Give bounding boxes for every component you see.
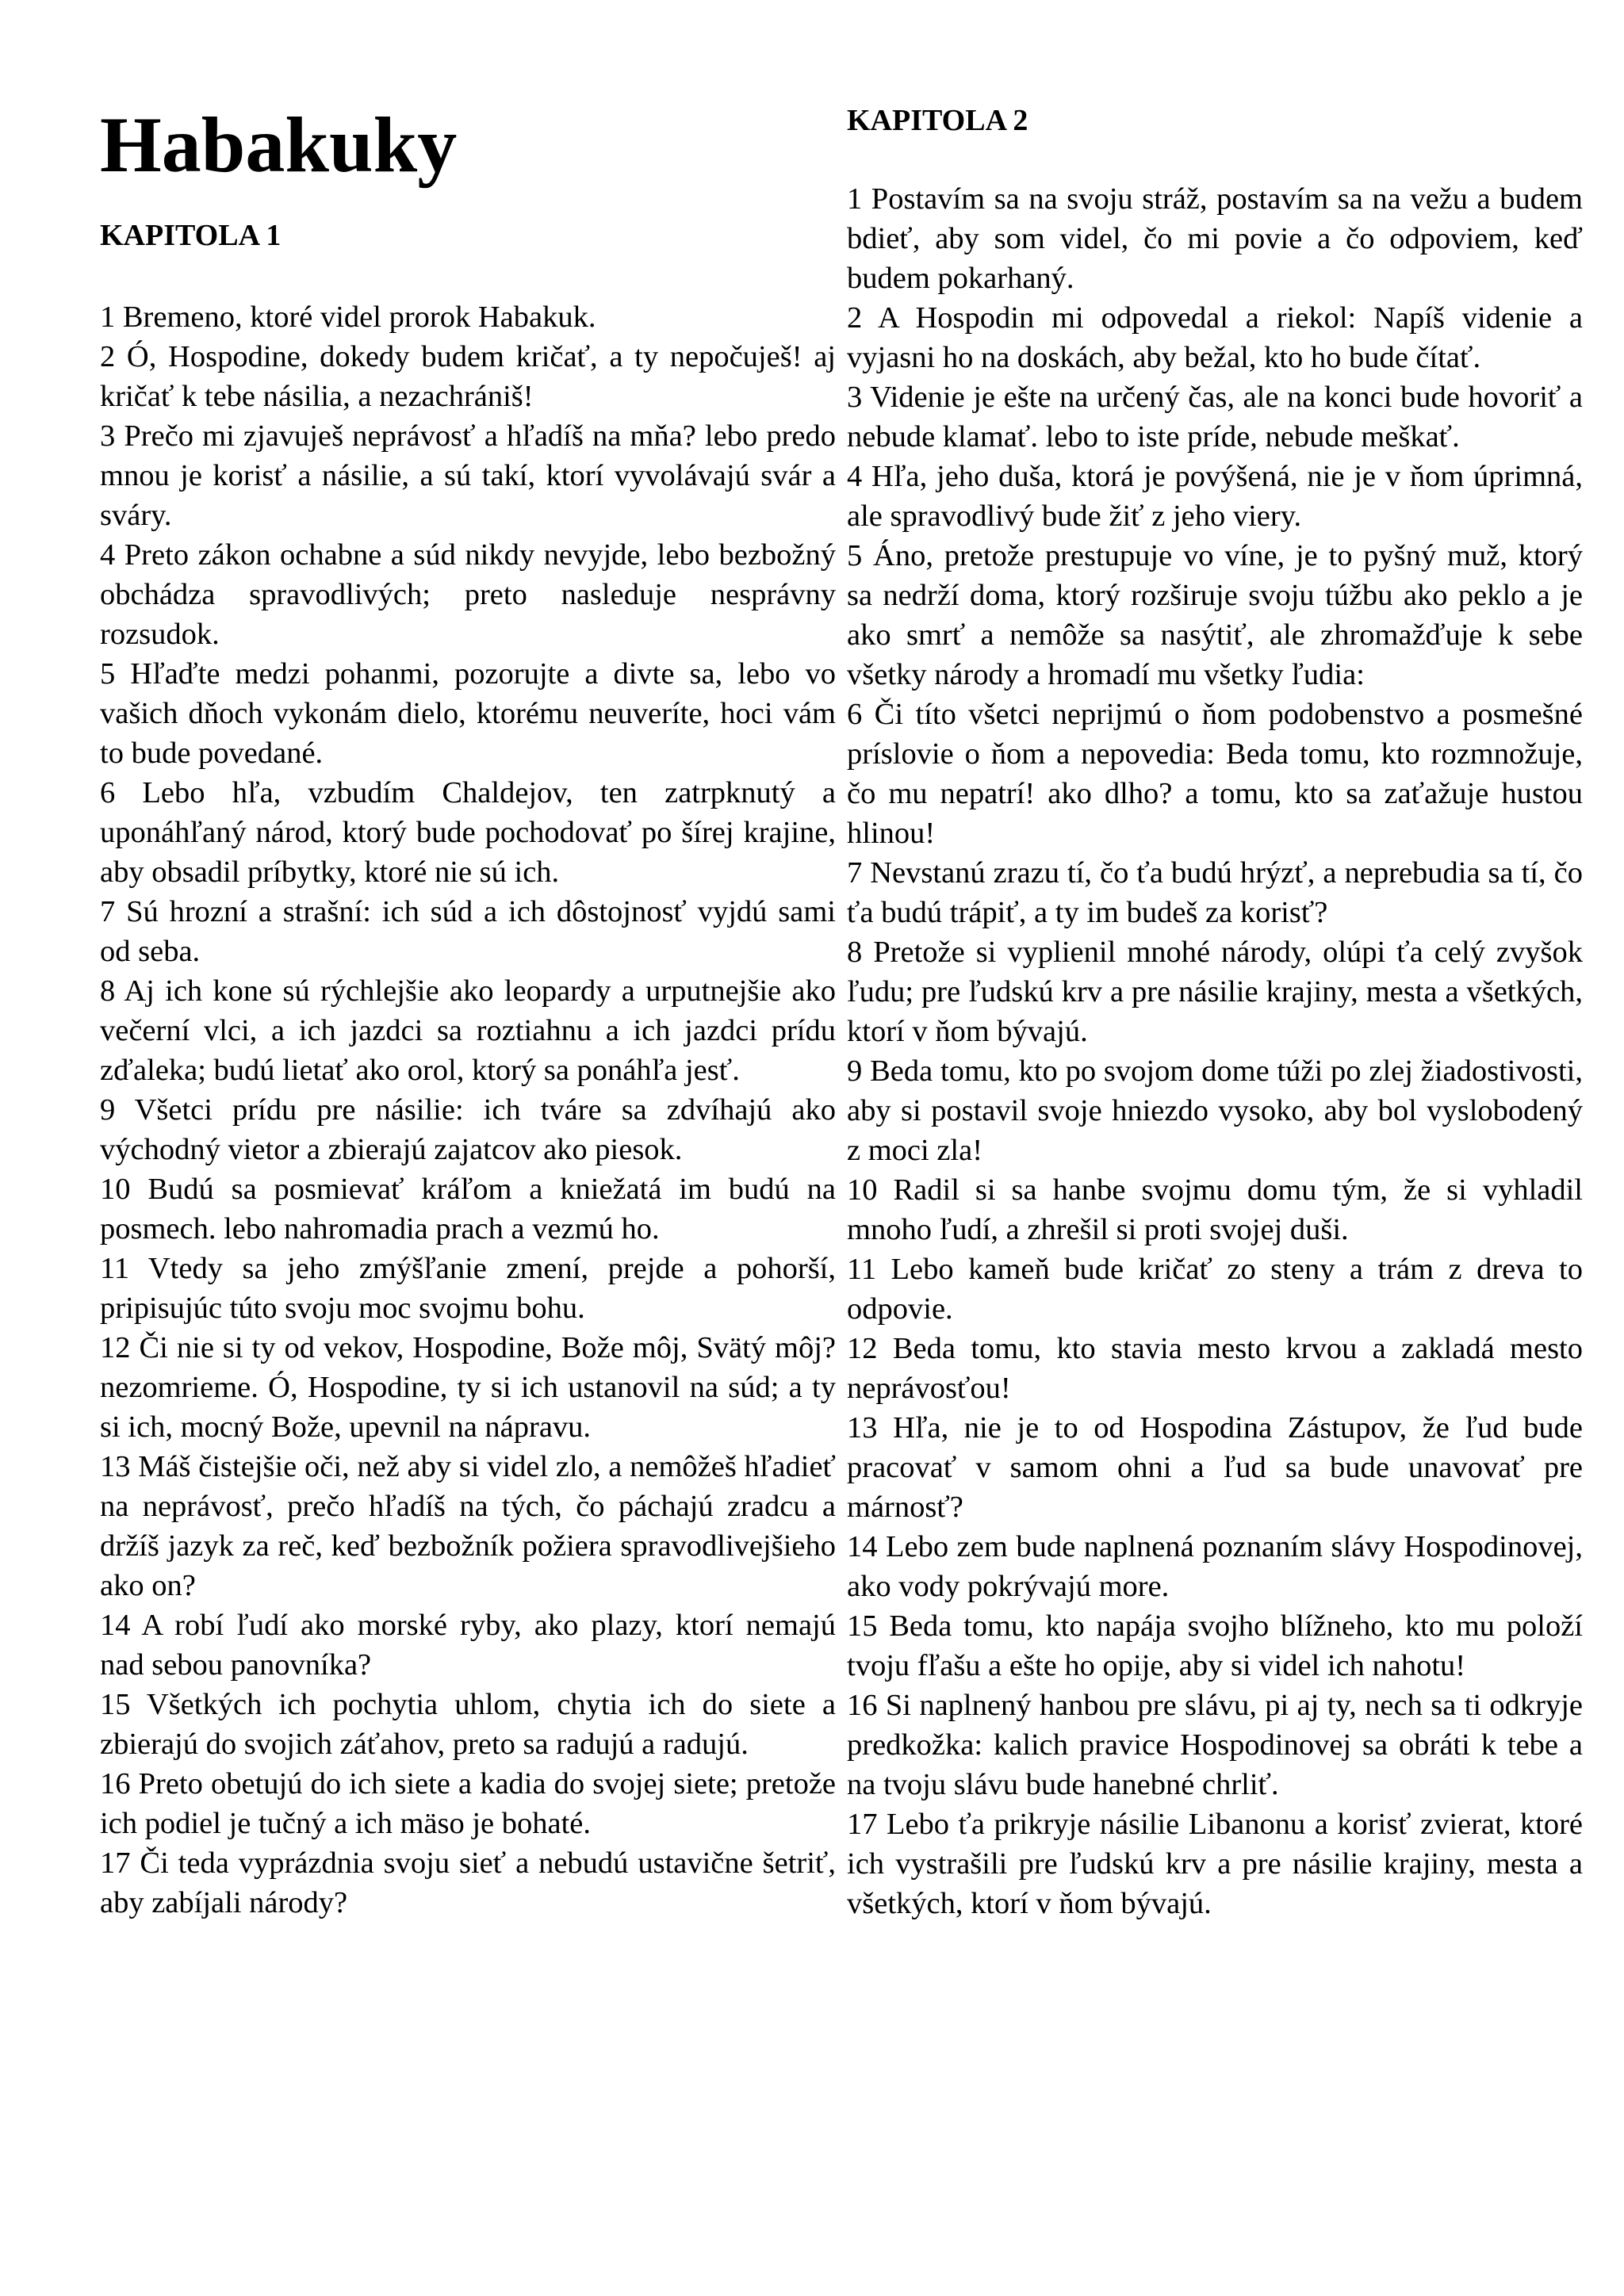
verse: 14 Lebo zem bude naplnená poznaním slávy Hospodinovej, ako vody pokrývajú more.	[847, 1530, 1583, 1603]
verse: 11 Lebo kameň bude kričať zo steny a trám z dreva to odpovie.	[847, 1253, 1583, 1326]
verse: 12 Beda tomu, kto stavia mesto krvou a zakladá mesto neprávosťou!	[847, 1332, 1583, 1405]
verse: 16 Preto obetujú do ich siete a kadia do svojej siete; pretože ich podiel je tučný a ich mäso je bohaté.	[100, 1767, 836, 1840]
verse: 13 Hľa, nie je to od Hospodina Zástupov, že ľud bude pracovať v samom ohni a ľud sa bude unavovať pre márnosť?	[847, 1411, 1583, 1524]
verse: 8 Pretože si vyplienil mnohé národy, olúpi ťa celý zvyšok ľudu; pre ľudskú krv a pre násilie krajiny, mesta a všetkých, ktorí v ňom bývajú.	[847, 936, 1583, 1048]
verse: 4 Preto zákon ochabne a súd nikdy nevyjde, lebo bezbožný obchádza spravodlivých; preto nasleduje nesprávny rozsudok.	[100, 538, 836, 651]
verse: 11 Vtedy sa jeho zmýšľanie zmení, prejde a pohorší, pripisujúc túto svoju moc svojmu bohu.	[100, 1252, 836, 1325]
verse: 1 Bremeno, ktoré videl prorok Habakuk.	[100, 300, 596, 334]
verse: 5 Hľaďte medzi pohanmi, pozorujte a divte sa, lebo vo vašich dňoch vykonám dielo, ktorému neuveríte, hoci vám to bude povedané.	[100, 657, 836, 770]
verse: 6 Lebo hľa, vzbudím Chaldejov, ten zatrpknutý a uponáhľaný národ, ktorý bude pochodovať po šírej krajine, aby obsadil príbytky, ktoré nie sú ich.	[100, 776, 836, 889]
verse: 12 Či nie si ty od vekov, Hospodine, Bože môj, Svätý môj? nezomrieme. Ó, Hospodine, ty si ich ustanovil na súd; a ty si ich, mocný Bože, upevnil na nápravu.	[100, 1331, 836, 1444]
verse: 8 Aj ich kone sú rýchlejšie ako leopardy a urputnejšie ako večerní vlci, a ich jazdci sa roztiahnu a ich jazdci prídu zďaleka; budú lietať ako orol, ktorý sa ponáhľa jesť.	[100, 974, 836, 1087]
verse: 3 Prečo mi zjavuješ neprávosť a hľadíš na mňa? lebo predo mnou je korisť a násilie, a sú takí, ktorí vyvolávajú svár a sváry.	[100, 419, 836, 532]
verse: 16 Si naplnený hanbou pre slávu, pi aj ty, nech sa ti odkryje predkožka: kalich pravice Hospodinovej sa obráti k tebe a na tvoju slávu bude hanebné chrliť.	[847, 1689, 1583, 1801]
book-title: Habakuky	[100, 101, 458, 189]
verse: 10 Budú sa posmievať kráľom a kniežatá im budú na posmech. lebo nahromadia prach a vezmú ho.	[100, 1173, 836, 1246]
verse: 3 Videnie je ešte na určený čas, ale na konci bude hovoriť a nebude klamať. lebo to iste príde, nebude meškať.	[847, 381, 1583, 453]
verse: 4 Hľa, jeho duša, ktorá je povýšená, nie je v ňom úprimná, ale spravodlivý bude žiť z jeho viery.	[847, 460, 1583, 533]
chapter-1-heading: KAPITOLA 1	[100, 219, 282, 252]
chapter-2-heading: KAPITOLA 2	[847, 104, 1028, 137]
verse: 15 Beda tomu, kto napája svojho blížneho, kto mu položí tvoju fľašu a ešte ho opije, aby si videl ich nahotu!	[847, 1609, 1583, 1682]
verse: 7 Sú hrozní a strašní: ich súd a ich dôstojnosť vyjdú sami od seba.	[100, 895, 836, 968]
verse: 1 Postavím sa na svoju stráž, postavím sa na vežu a budem bdieť, aby som videl, čo mi povie a čo odpoviem, keď budem pokarhaný.	[847, 182, 1583, 295]
verse: 2 Ó, Hospodine, dokedy budem kričať, a ty nepočuješ! aj kričať k tebe násilia, a nezachrániš!	[100, 340, 836, 413]
verse: 6 Či títo všetci neprijmú o ňom podobenstvo a posmešné príslovie o ňom a nepovedia: Beda tomu, kto rozmnožuje, čo mu nepatrí! ako dlho? a tomu, kto sa zaťažuje hustou hlinou!	[847, 698, 1583, 850]
verse: 2 A Hospodin mi odpovedal a riekol: Napíš videnie a vyjasni ho na doskách, aby bežal, kto ho bude čítať.	[847, 301, 1583, 374]
verse: 9 Beda tomu, kto po svojom dome túži po zlej žiadostivosti, aby si postavil svoje hniezdo vysoko, aby bol vyslobodený z moci zla!	[847, 1054, 1583, 1167]
verse: 15 Všetkých ich pochytia uhlom, chytia ich do siete a zbierajú do svojich záťahov, preto sa radujú a radujú.	[100, 1688, 836, 1761]
chapter-1-verses	[100, 297, 836, 1923]
verse: 17 Či teda vyprázdnia svoju sieť a nebudú ustavične šetriť, aby zabíjali národy?	[100, 1846, 836, 1919]
verse: 9 Všetci prídu pre násilie: ich tváre sa zdvíhajú ako východný vietor a zbierajú zajatcov ako piesok.	[100, 1093, 836, 1166]
verse: 7 Nevstanú zrazu tí, čo ťa budú hrýzť, a neprebudia sa tí, čo ťa budú trápiť, a ty im budeš za korisť?	[847, 856, 1583, 929]
verse: 17 Lebo ťa prikryje násilie Libanonu a korisť zvierat, ktoré ich vystrašili pre ľudskú krv a pre násilie krajiny, mesta a všetkých, ktorí v ňom bývajú.	[847, 1808, 1583, 1920]
verse: 10 Radil si sa hanbe svojmu domu tým, že si vyhladil mnoho ľudí, a zhrešil si proti svojej duši.	[847, 1173, 1583, 1246]
verse: 5 Áno, pretože prestupuje vo víne, je to pyšný muž, ktorý sa nedrží doma, ktorý rozširuje svoju túžbu ako peklo a je ako smrť a nemôže sa nasýtiť, ale zhromažďuje k sebe všetky národy a hromadí mu všetky ľudia:	[847, 539, 1583, 691]
verse: 13 Máš čistejšie oči, než aby si videl zlo, a nemôžeš hľadieť na neprávosť, prečo hľadíš na tých, čo páchajú zradcu a držíš jazyk za reč, keď bezbožník požiera spravodlivejšieho ako on?	[100, 1450, 836, 1602]
verse: 14 A robí ľudí ako morské ryby, ako plazy, ktorí nemajú nad sebou panovníka?	[100, 1609, 836, 1682]
chapter-2-verses	[847, 179, 1583, 1923]
